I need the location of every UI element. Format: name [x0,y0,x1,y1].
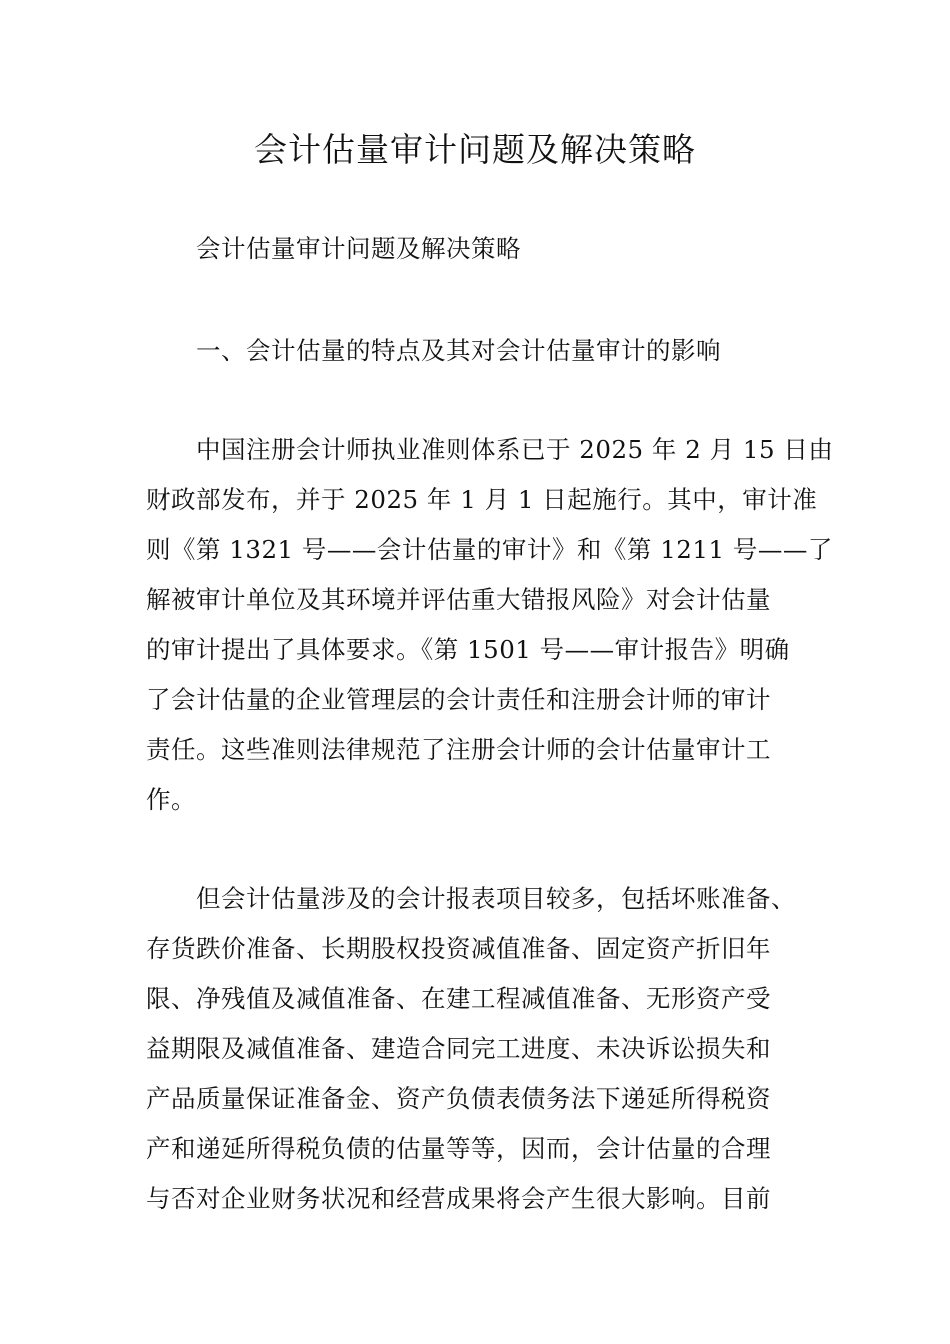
paragraph-line: 存货跌价准备、长期股权投资减值准备、固定资产折旧年 [146,934,771,963]
paragraph-line: 了会计估量的企业管理层的会计责任和注册会计师的审计 [146,685,771,714]
paragraph-line: 与否对企业财务状况和经营成果将会产生很大影响。目前 [146,1184,771,1213]
paragraph-line: 产和递延所得税负债的估量等等，因而，会计估量的合理 [146,1134,771,1163]
paragraph-line: 作。 [146,785,196,814]
document-subtitle: 会计估量审计问题及解决策略 [196,234,521,263]
paragraph-line: 产品质量保证准备金、资产负债表债务法下递延所得税资 [146,1084,771,1113]
paragraph-line: 益期限及减值准备、建造合同完工进度、未决诉讼损失和 [146,1034,771,1063]
paragraph-line: 则《第 1321 号——会计估量的审计》和《第 1211 号——了 [146,535,833,564]
paragraph-line: 中国注册会计师执业准则体系已于 2025 年 2 月 15 日由 [196,435,834,464]
paragraph-line: 责任。这些准则法律规范了注册会计师的会计估量审计工 [146,735,771,764]
document-title: 会计估量审计问题及解决策略 [254,130,696,169]
paragraph-line: 解被审计单位及其环境并评估重大错报风险》对会计估量 [146,585,771,614]
paragraph-line: 限、净残值及减值准备、在建工程减值准备、无形资产受 [146,984,771,1013]
paragraph-line: 财政部发布，并于 2025 年 1 月 1 日起施行。其中，审计准 [146,485,818,514]
section-heading: 一、会计估量的特点及其对会计估量审计的影响 [196,336,721,365]
paragraph-line: 但会计估量涉及的会计报表项目较多，包括坏账准备、 [196,884,796,913]
paragraph-line: 的审计提出了具体要求。《第 1501 号——审计报告》明确 [146,635,790,664]
